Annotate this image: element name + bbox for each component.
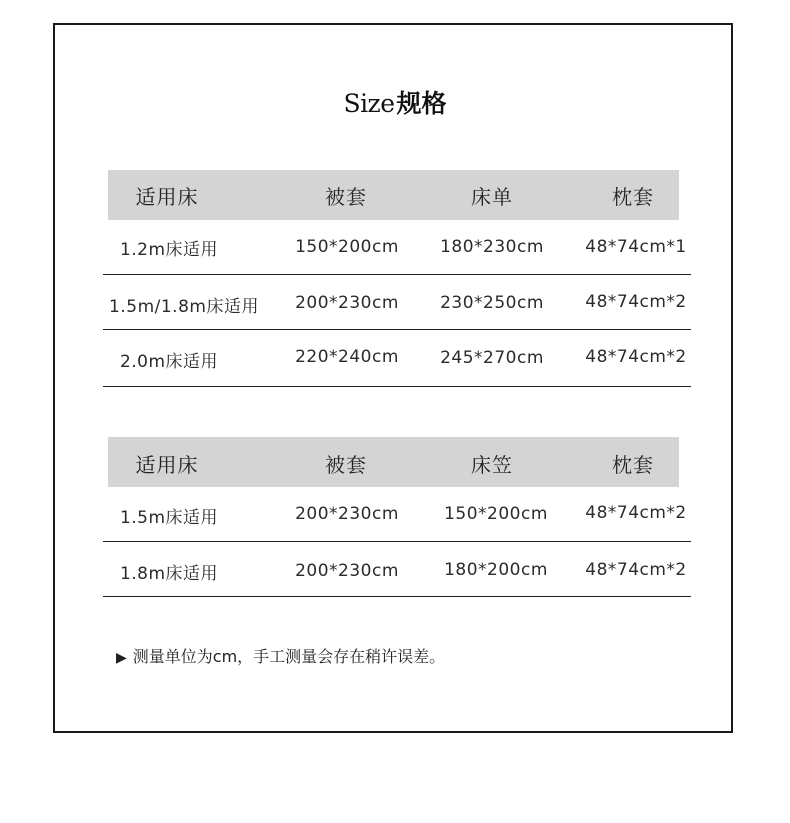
row-divider bbox=[103, 274, 691, 275]
triangle-right-icon: ▶ bbox=[116, 650, 127, 666]
table-cell: 150*200cm bbox=[444, 504, 548, 524]
header-cell-pillowcase: 枕套 bbox=[612, 453, 654, 477]
table-cell: 200*230cm bbox=[295, 504, 399, 524]
table-cell: 48*74cm*1 bbox=[585, 237, 687, 257]
table-cell: 1.8m床适用 bbox=[119, 564, 219, 584]
table-cell: 180*230cm bbox=[440, 237, 544, 257]
row-divider bbox=[103, 329, 691, 330]
row-divider bbox=[103, 596, 691, 597]
table-cell: 2.0m床适用 bbox=[119, 352, 219, 372]
note-text: 测量单位为cm，手工测量会存在稍许误差。 bbox=[132, 647, 446, 666]
header-cell-bed: 适用床 bbox=[135, 185, 199, 209]
measurement-note bbox=[116, 646, 445, 669]
row-divider bbox=[103, 541, 691, 542]
header-cell-pillowcase: 枕套 bbox=[612, 185, 654, 209]
header-cell-duvet-cover: 被套 bbox=[325, 453, 367, 477]
table-cell: 48*74cm*2 bbox=[585, 292, 687, 312]
table-cell: 200*230cm bbox=[295, 293, 399, 313]
header-cell-bed: 适用床 bbox=[135, 453, 199, 477]
header-cell-sheet: 床单 bbox=[471, 185, 513, 209]
table-cell: 220*240cm bbox=[295, 347, 399, 367]
page-frame bbox=[53, 23, 733, 733]
header-cell-duvet-cover: 被套 bbox=[325, 185, 367, 209]
table-cell: 245*270cm bbox=[440, 348, 544, 368]
table-cell: 1.5m床适用 bbox=[119, 508, 219, 528]
title-zh: 规格 bbox=[396, 89, 447, 118]
table-cell: 1.2m床适用 bbox=[119, 240, 219, 260]
title-en: Size bbox=[343, 89, 395, 118]
table-cell: 48*74cm*2 bbox=[585, 560, 687, 580]
page-title bbox=[0, 86, 790, 122]
table-cell: 180*200cm bbox=[444, 560, 548, 580]
table-cell: 48*74cm*2 bbox=[585, 503, 687, 523]
table-cell: 150*200cm bbox=[295, 237, 399, 257]
table-cell: 230*250cm bbox=[440, 293, 544, 313]
table-cell: 1.5m/1.8m床适用 bbox=[109, 297, 259, 317]
header-cell-fitted-sheet: 床笠 bbox=[471, 453, 513, 477]
table-cell: 200*230cm bbox=[295, 561, 399, 581]
table-cell: 48*74cm*2 bbox=[585, 347, 687, 367]
row-divider bbox=[103, 386, 691, 387]
